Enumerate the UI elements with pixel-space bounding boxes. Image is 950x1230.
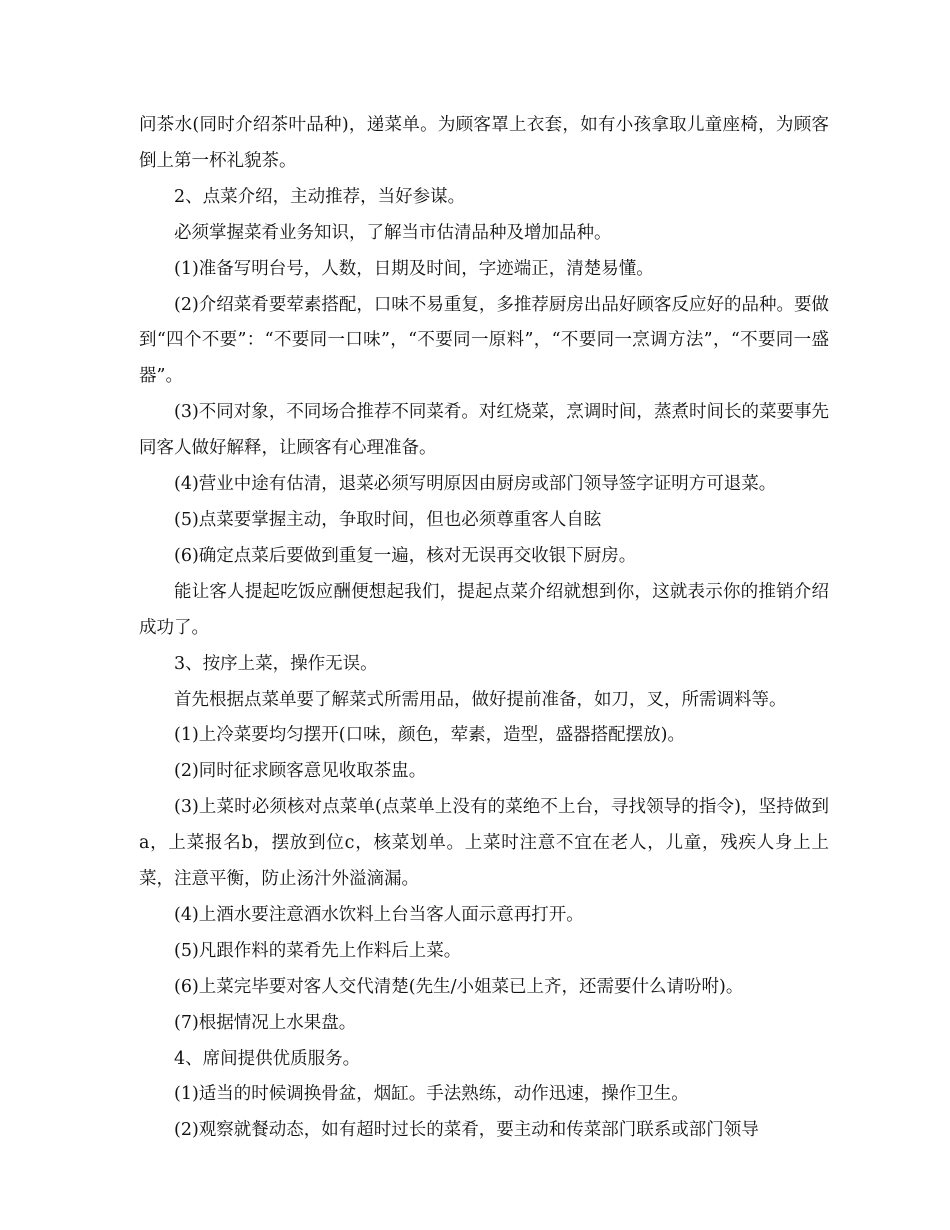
list-item: (6)确定点菜后要做到重复一遍，核对无误再交收银下厨房。	[174, 545, 637, 566]
list-item: (2)观察就餐动态，如有超时过长的菜肴，要主动和传菜部门联系或部门领导	[174, 1120, 759, 1141]
list-item: (5)点菜要掌握主动，争取时间，但也必须尊重客人自眩	[174, 509, 602, 530]
paragraph: 首先根据点菜单要了解菜式所需用品，做好提前准备，如刀，叉，所需调料等。	[174, 689, 787, 710]
list-item: (1)适当的时候调换骨盆，烟缸。手法熟练，动作迅速，操作卫生。	[174, 1084, 689, 1105]
list-item: (6)上菜完毕要对客人交代清楚(先生/小姐菜已上齐，还需要什么请吩咐)。	[174, 976, 744, 997]
list-item: (5)凡跟作料的菜肴先上作料后上菜。	[174, 940, 462, 961]
document-body	[139, 108, 829, 1149]
list-item: (1)上冷菜要均匀摆开(口味，颜色，荤素，造型，盛器搭配摆放)。	[174, 725, 685, 746]
paragraph: 能让客人提起吃饭应酬便想起我们，提起点菜介绍就想到你，这就表示你的推销介绍成功了。	[139, 581, 829, 638]
list-item: (4)上酒水要注意酒水饮料上台当客人面示意再打开。	[174, 904, 584, 925]
section-heading: 3、按序上菜，操作无误。	[174, 653, 378, 674]
list-item: (2)介绍菜肴要荤素搭配，口味不易重复，多推荐厨房出品好顾客反应好的品种。要做到“四个不要”：“不要同一口味”，“不要同一原料”，“不要同一烹调方法”，“不要同一盛器”。	[139, 294, 829, 387]
list-item: (7)根据情况上水果盘。	[174, 1012, 357, 1033]
list-item: (4)营业中途有估清，退菜必须写明原因由厨房或部门领导签字证明方可退菜。	[174, 474, 777, 495]
list-item: (3)不同对象，不同场合推荐不同菜肴。对红烧菜，烹调时间，蒸煮时间长的菜要事先同客人做好解释，让顾客有心理准备。	[139, 402, 829, 459]
section-heading: 2、点菜介绍，主动推荐，当好参谋。	[174, 186, 466, 207]
paragraph: 必须掌握菜肴业务知识，了解当市估清品种及增加品种。	[174, 222, 612, 243]
section-heading: 4、席间提供优质服务。	[174, 1048, 361, 1069]
list-item: (1)准备写明台号，人数，日期及时间，字迹端正，清楚易懂。	[174, 258, 654, 279]
paragraph: 问茶水(同时介绍茶叶品种)，递菜单。为顾客罩上衣套，如有小孩拿取儿童座椅，为顾客倒上第一杯礼貌茶。	[139, 115, 829, 171]
list-item: (3)上菜时必须核对点菜单(点菜单上没有的菜绝不上台，寻找领导的指令)，坚持做到a，上菜报名b，摆放到位c，核菜划单。上菜时注意不宜在老人，儿童，残疾人身上上菜，注意平衡，防止汤汁外溢滴漏。	[139, 797, 829, 890]
list-item: (2)同时征求顾客意见收取茶盅。	[174, 761, 427, 782]
